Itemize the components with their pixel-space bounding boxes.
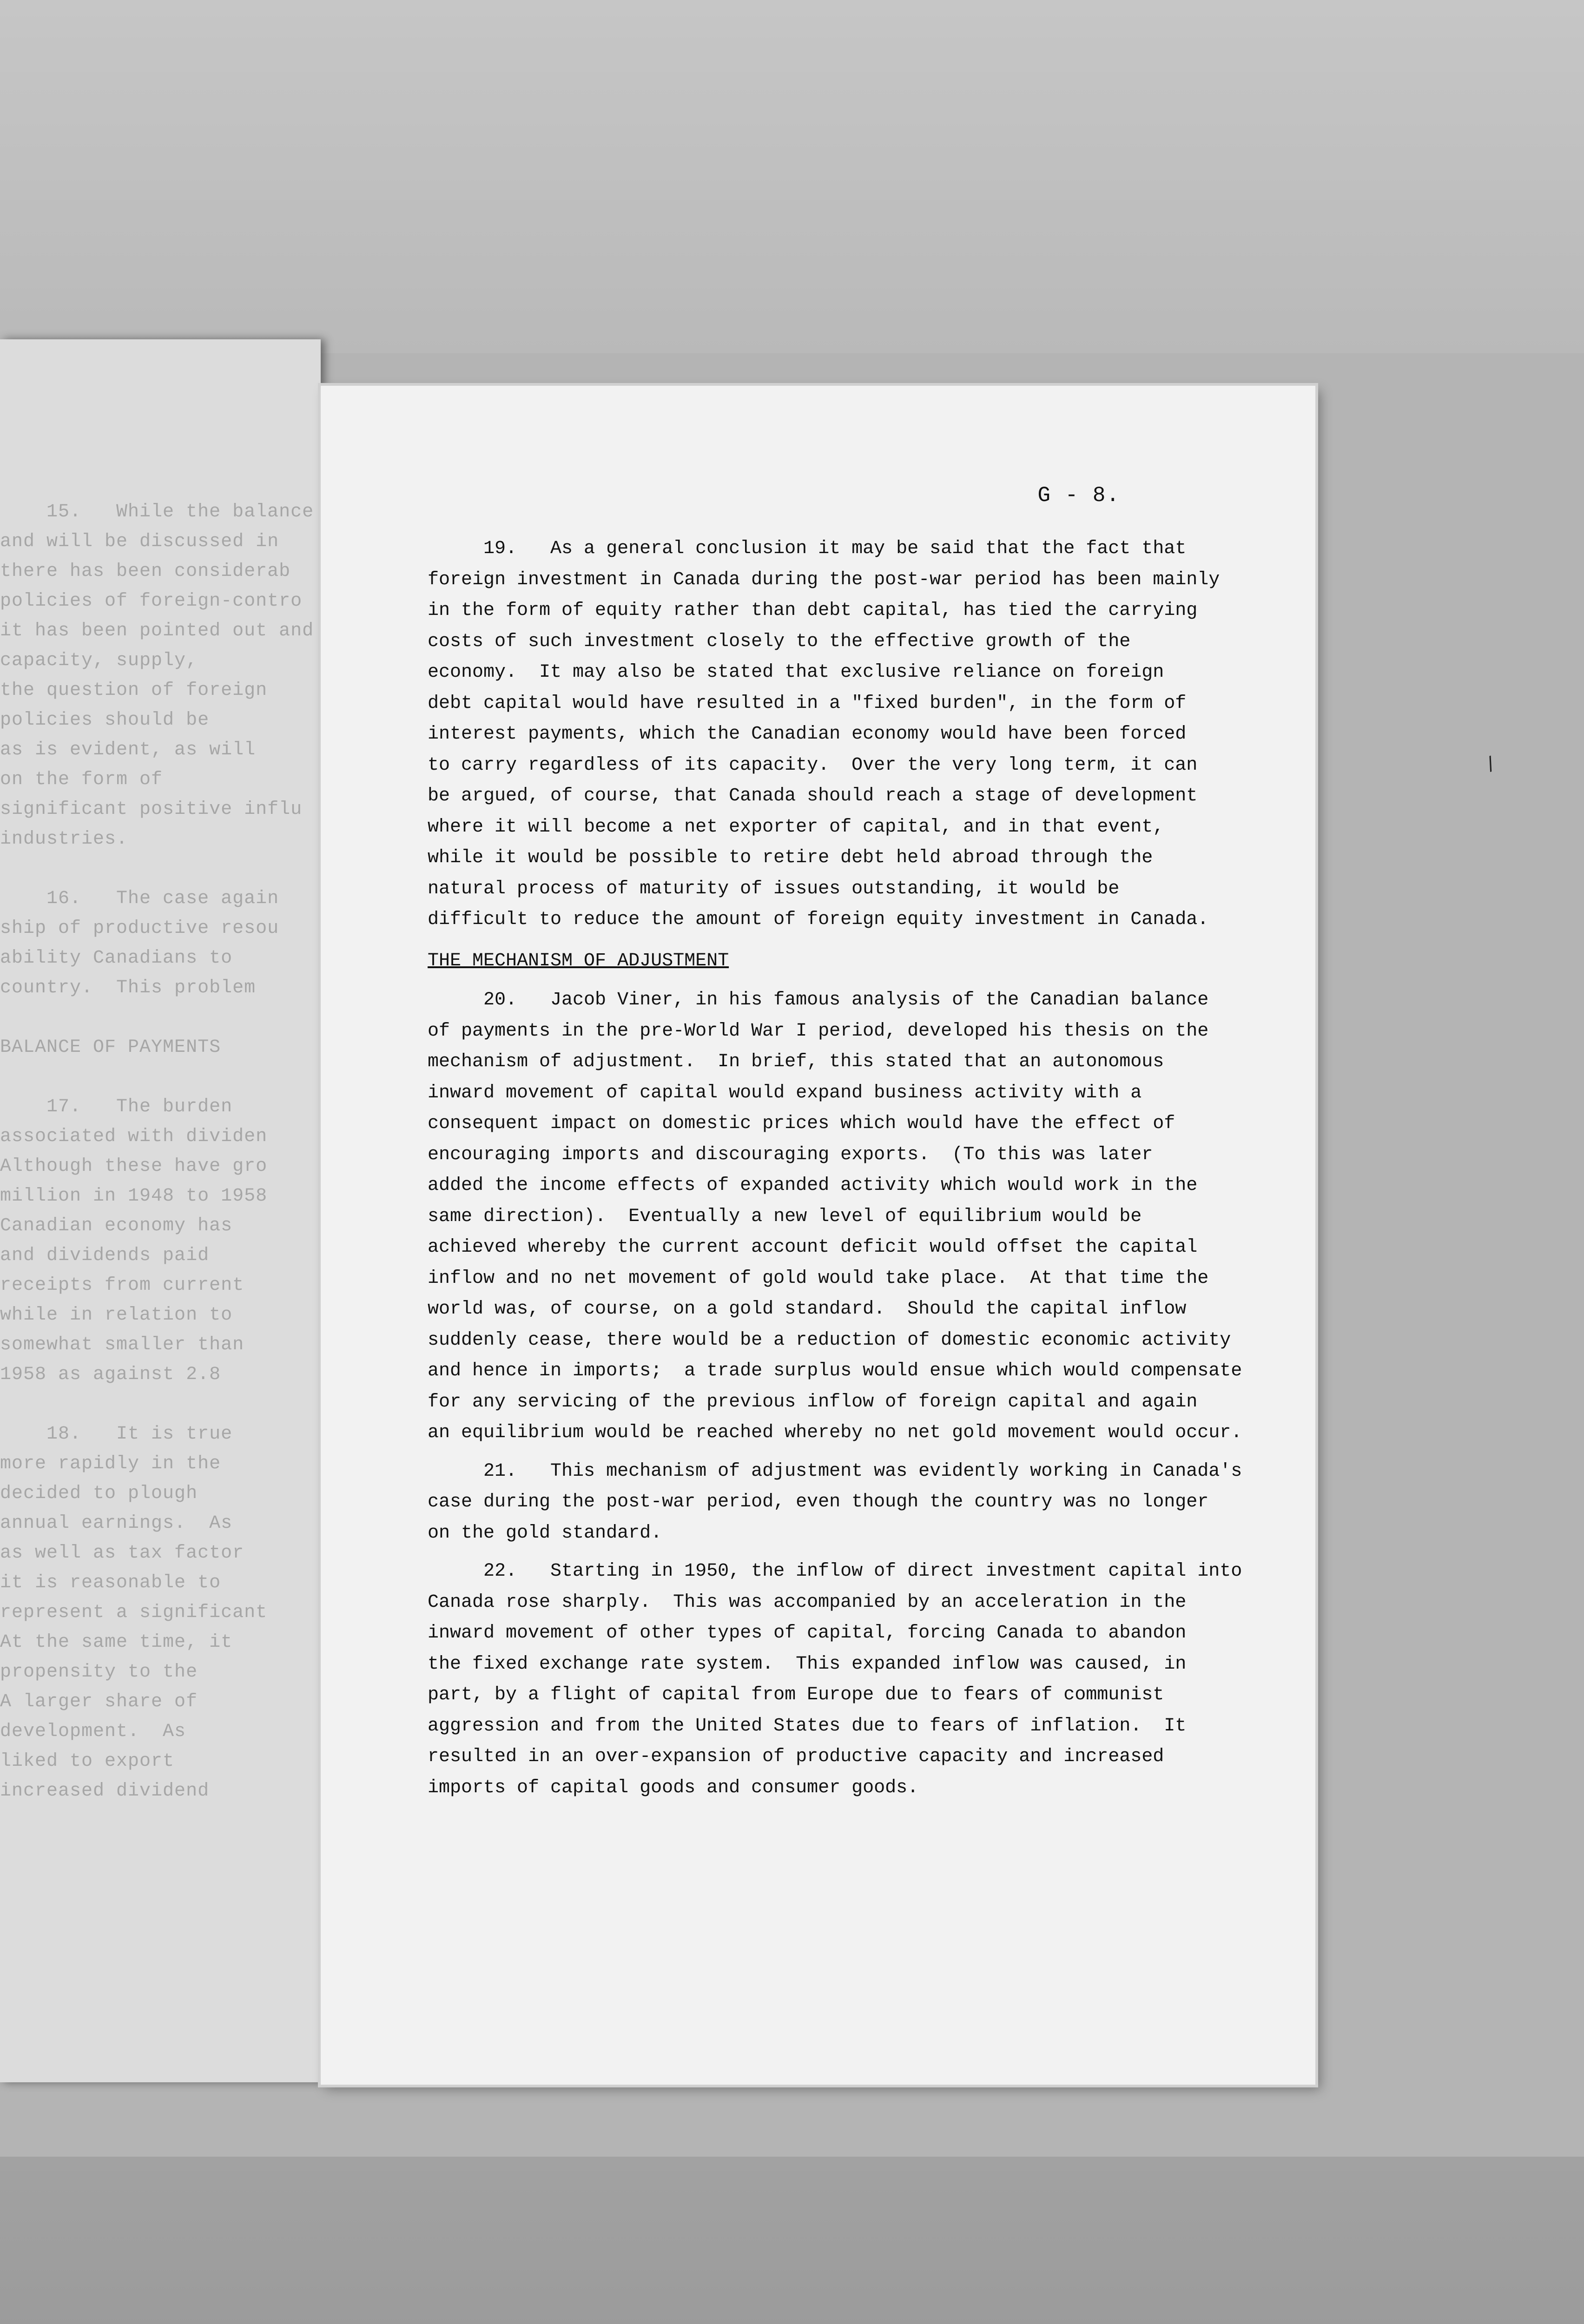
text-line: costs of such investment closely to the effective growth of the (428, 631, 1131, 652)
body-text (428, 534, 1242, 1811)
left-page-fragment: it has been pointed out and (0, 621, 314, 641)
left-page-fragment: ability Canadians to (0, 948, 233, 969)
left-page-fragment: the question of foreign (0, 680, 268, 701)
text-line: 20. Jacob Viner, in his famous analysis of the Canadian balance (428, 990, 1209, 1010)
left-page-fragment: as well as tax factor (0, 1543, 244, 1564)
text-line: encouraging imports and discouraging exports. (To this was later (428, 1144, 1153, 1165)
paragraphs-after-heading (428, 985, 1242, 1803)
left-page-fragment (0, 1063, 321, 1092)
left-page-fragment: Canadian economy has (0, 1215, 233, 1236)
text-line: inward movement of capital would expand business activity with a (428, 1082, 1142, 1103)
left-page-fragment (0, 854, 321, 884)
text-line: same direction). Eventually a new level of equilibrium would be (428, 1206, 1142, 1227)
paragraph (428, 1456, 1242, 1549)
text-line: 21. This mechanism of adjustment was evidently working in Canada's (428, 1460, 1242, 1482)
left-page-fragment: while in relation to (0, 1305, 233, 1326)
text-line: 19. As a general conclusion it may be said that the fact that (428, 538, 1187, 559)
left-page-fragment: 18. It is true (0, 1424, 233, 1445)
text-line: Canada rose sharply. This was accompanied by an acceleration in the (428, 1591, 1187, 1613)
text-line: while it would be possible to retire debt held abroad through the (428, 847, 1153, 868)
left-page-fragment: policies of foreign-contro (0, 591, 303, 612)
left-page-fragment: represent a significant (0, 1602, 268, 1623)
text-line: achieved whereby the current account deficit would offset the capital (428, 1237, 1198, 1258)
text-line: economy. It may also be stated that exclusive reliance on foreign (428, 662, 1164, 683)
text-line: suddenly cease, there would be a reduction of domestic economic activity (428, 1329, 1231, 1351)
left-page-fragment: 16. The case again (0, 888, 279, 909)
left-facing-page (0, 339, 321, 2082)
left-page-fragment: annual earnings. As (0, 1513, 233, 1534)
left-page-fragment: associated with dividen (0, 1126, 268, 1147)
left-page-fragment: BALANCE OF PAYMENTS (0, 1037, 221, 1058)
text-line: to carry regardless of its capacity. Over the very long term, it can (428, 754, 1198, 776)
document-page (321, 386, 1315, 2085)
left-page-fragment: million in 1948 to 1958 (0, 1186, 268, 1207)
text-line: imports of capital goods and consumer goods. (428, 1777, 919, 1798)
left-page-fragment: 17. The burden (0, 1096, 233, 1117)
text-line: interest payments, which the Canadian economy would have been forced (428, 724, 1187, 745)
section-heading: THE MECHANISM OF ADJUSTMENT (428, 950, 729, 971)
text-line: added the income effects of expanded activity which would work in the (428, 1175, 1198, 1196)
left-page-fragment: capacity, supply, (0, 650, 198, 671)
left-page-fragment: Although these have gro (0, 1156, 268, 1177)
paragraph (428, 1556, 1242, 1803)
text-line: 22. Starting in 1950, the inflow of direct investment capital into (428, 1561, 1242, 1582)
text-line: difficult to reduce the amount of foreign equity investment in Canada. (428, 909, 1209, 930)
left-page-fragment: and dividends paid (0, 1245, 210, 1266)
left-page-fragment: country. This problem (0, 977, 256, 998)
left-page-fragment: it is reasonable to (0, 1572, 221, 1593)
text-line: mechanism of adjustment. In brief, this stated that an autonomous (428, 1051, 1164, 1072)
text-line: and hence in imports; a trade surplus would ensue which would compensate (428, 1360, 1242, 1381)
left-page-fragment: ship of productive resou (0, 918, 279, 939)
left-page-fragment (0, 1003, 321, 1033)
text-line: where it will become a net exporter of capital, and in that event, (428, 816, 1164, 838)
left-page-fragment: propensity to the (0, 1662, 198, 1683)
left-page-bleed-text (0, 497, 321, 1806)
left-page-fragment: liked to export (0, 1751, 175, 1772)
left-page-fragment: on the form of (0, 769, 163, 790)
text-line: inflow and no net movement of gold would take place. At that time the (428, 1268, 1209, 1289)
left-page-fragment: there has been considerab (0, 561, 291, 582)
text-line: aggression and from the United States due to fears of inflation. It (428, 1715, 1187, 1736)
text-line: on the gold standard. (428, 1522, 662, 1544)
left-page-fragment: development. As (0, 1721, 186, 1742)
text-line: world was, of course, on a gold standard. Should the capital inflow (428, 1299, 1187, 1320)
page-number: G - 8. (1037, 483, 1120, 508)
text-line: of payments in the pre-World War I period, developed his thesis on the (428, 1020, 1209, 1042)
left-page-fragment: At the same time, it (0, 1632, 233, 1653)
left-page-fragment: more rapidly in the (0, 1453, 221, 1474)
left-page-fragment: increased dividend (0, 1781, 210, 1802)
text-line: for any servicing of the previous inflow of foreign capital and again (428, 1391, 1198, 1413)
left-page-fragment: somewhat smaller than (0, 1334, 244, 1355)
paragraph (428, 985, 1242, 1449)
text-line: consequent impact on domestic prices which would have the effect of (428, 1113, 1175, 1134)
text-line: debt capital would have resulted in a "fixed burden", in the form of (428, 693, 1187, 714)
text-line: natural process of maturity of issues outstanding, it would be (428, 878, 1120, 899)
text-line: part, by a flight of capital from Europe due to fears of communist (428, 1684, 1164, 1705)
left-page-fragment: 15. While the balance (0, 502, 314, 522)
left-page-fragment: A larger share of (0, 1691, 198, 1712)
backdrop-top (0, 0, 1584, 353)
text-line: the fixed exchange rate system. This expanded inflow was caused, in (428, 1653, 1187, 1675)
stray-mark: / (1484, 753, 1497, 775)
text-line: foreign investment in Canada during the post-war period has been mainly (428, 569, 1220, 590)
text-line: resulted in an over-expansion of productive capacity and increased (428, 1746, 1164, 1767)
paragraph (428, 534, 1220, 936)
left-page-fragment: industries. (0, 829, 128, 850)
left-page-fragment (0, 1390, 321, 1419)
left-page-fragment: 1958 as against 2.8 (0, 1364, 221, 1385)
text-line: inward movement of other types of capital, forcing Canada to abandon (428, 1623, 1187, 1644)
text-line: be argued, of course, that Canada should reach a stage of development (428, 786, 1198, 806)
left-page-fragment: decided to plough (0, 1483, 198, 1504)
left-page-fragment: policies should be (0, 710, 210, 731)
backdrop-bottom (0, 2157, 1584, 2324)
paragraphs-before-heading (428, 534, 1220, 936)
left-page-fragment: and will be discussed in (0, 531, 279, 552)
left-page-fragment: as is evident, as will (0, 739, 256, 760)
left-page-fragment: significant positive influ (0, 799, 303, 820)
left-page-fragment: receipts from current (0, 1275, 244, 1296)
text-line: in the form of equity rather than debt capital, has tied the carrying (428, 600, 1198, 621)
text-line: case during the post-war period, even though the country was no longer (428, 1492, 1209, 1512)
text-line: an equilibrium would be reached whereby no net gold movement would occur. (428, 1422, 1242, 1443)
